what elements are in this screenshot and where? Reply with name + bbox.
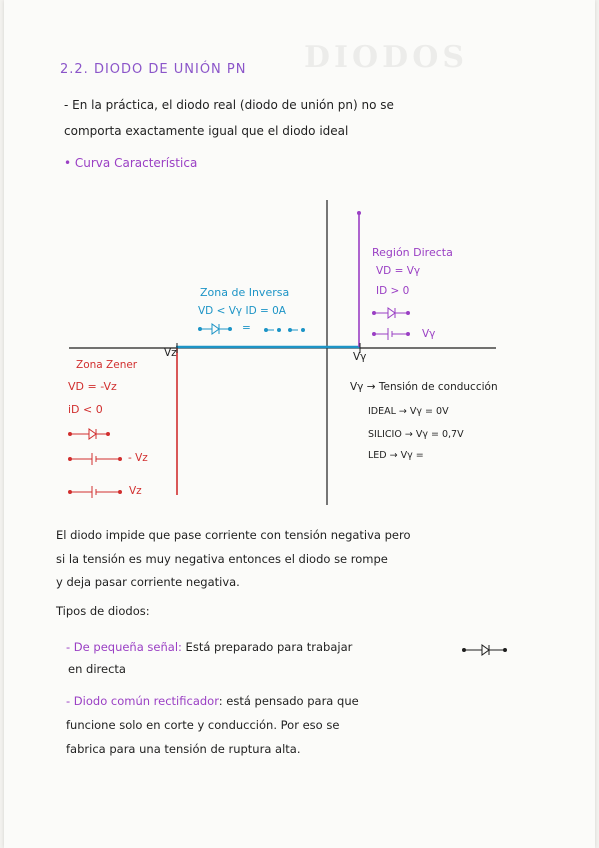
zener-battery-symbol [69, 453, 122, 465]
direct-eq-1: VD = Vγ [376, 265, 421, 277]
conduction-row-led: LED → Vγ = [368, 450, 424, 461]
type1-line [66, 640, 352, 654]
type2-line [66, 694, 359, 708]
curve-title: • Curva Característica [64, 156, 198, 170]
direct-region-title: Región Directa [372, 246, 453, 259]
zener-zone-title: Zona Zener [76, 359, 138, 371]
direct-diode-symbol [373, 308, 410, 318]
intro-line-1: - En la práctica, el diodo real (diodo de unión pn) no se [64, 98, 394, 112]
direct-eq-2: ID > 0 [376, 285, 410, 297]
inverse-open-symbol [265, 329, 305, 332]
direct-vg-label: Vγ [422, 328, 436, 340]
zener-batt-label: - Vz [128, 452, 148, 464]
type1-text: Está preparado para trabajar [181, 640, 353, 654]
axis-vg-label: Vγ [353, 351, 367, 363]
zener-battery2-symbol [69, 486, 122, 498]
zener-eq-1: VD = -Vz [68, 380, 117, 393]
inverse-zone-title: Zona de Inversa [200, 286, 290, 299]
type2-line-3: fabrica para una tensión de ruptura alta. [66, 742, 301, 756]
type2-line-2: funcione solo en corte y conducción. Por eso se [66, 718, 340, 732]
intro-line-2: comporta exactamente igual que el diodo ideal [64, 124, 349, 138]
notebook-page [4, 0, 595, 848]
paragraph-line-3: y deja pasar corriente negativa. [56, 575, 240, 589]
type1-label: - De pequeña señal: [66, 640, 182, 654]
watermark-title: DIODOS [304, 40, 468, 75]
small-signal-diode-symbol [463, 645, 507, 655]
conduction-row-silicio: SILICIO → Vγ = 0,7V [368, 429, 464, 440]
zener-diode-symbol [69, 429, 110, 439]
zener-eq-2: iD < 0 [68, 403, 103, 416]
inverse-diode-symbol [199, 324, 232, 334]
zener-batt2-label: Vz [129, 485, 142, 497]
paragraph-line-2: si la tensión es muy negativa entonces el diodo se rompe [56, 552, 388, 566]
conduction-row-ideal: IDEAL → Vγ = 0V [368, 406, 449, 417]
type2-label: - Diodo común rectificador [66, 694, 219, 708]
inverse-equiv-sign: = [242, 322, 251, 334]
type1-line-2: en directa [68, 662, 126, 676]
axis-vz-label: Vz [164, 347, 177, 359]
inverse-zone-eq: VD < Vγ ID = 0A [198, 305, 286, 317]
types-title: Tipos de diodos: [56, 604, 150, 618]
paragraph-line-1: El diodo impide que pase corriente con tensión negativa pero [56, 528, 411, 542]
type2-text: : está pensado para que [218, 694, 359, 708]
section-title: 2.2. DIODO DE UNIÓN PN [60, 62, 247, 77]
direct-region-dot [357, 211, 361, 215]
conduction-title: Vγ → Tensión de conducción [350, 381, 498, 393]
direct-battery-symbol [373, 328, 410, 340]
